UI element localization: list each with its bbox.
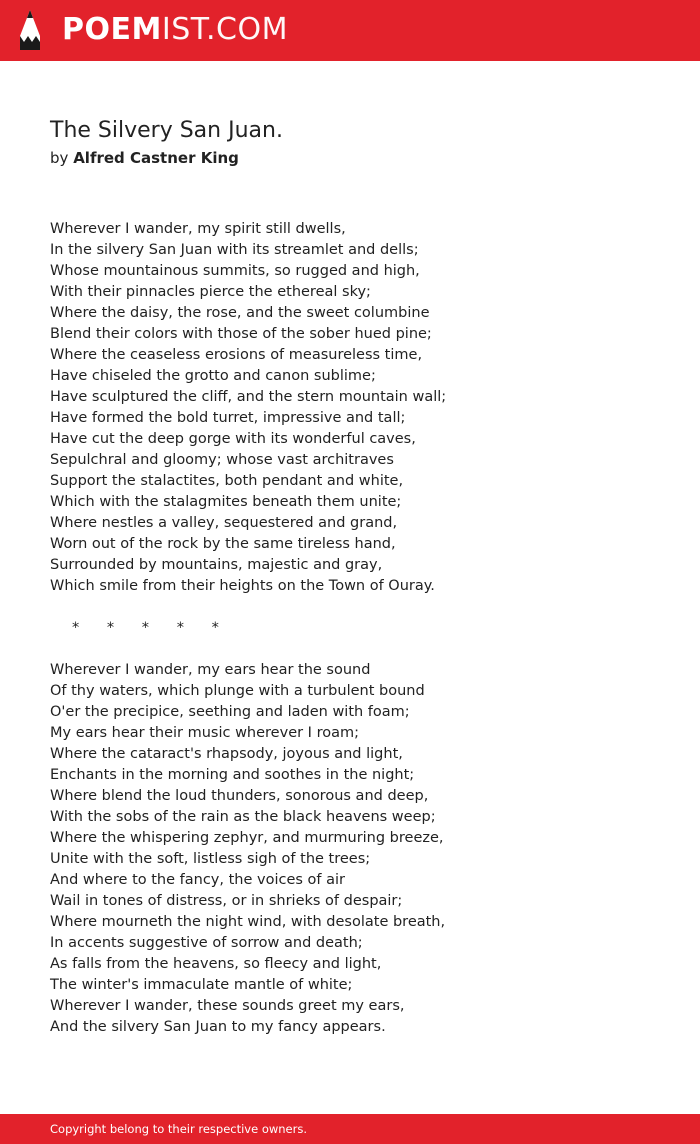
brand-bold: POEM (62, 12, 162, 47)
site-header (0, 0, 700, 61)
stanza-2 (50, 660, 670, 1038)
stanza-1 (50, 219, 670, 597)
poem-line: Wherever I wander, my ears hear the sound (50, 662, 371, 678)
poem-line: Blend their colors with those of the sober hued pine; (50, 326, 432, 342)
pencil-icon[interactable] (18, 10, 42, 52)
poem-line: Support the stalactites, both pendant and white, (50, 473, 404, 489)
poem-line: Where the whispering zephyr, and murmuring breeze, (50, 830, 444, 846)
poem-line: Unite with the soft, listless sigh of the trees; (50, 851, 371, 867)
author-name[interactable]: Alfred Castner King (73, 149, 239, 167)
poem-line: And the silvery San Juan to my fancy appears. (50, 1019, 386, 1035)
poem-line: Where the cataract's rhapsody, joyous and light, (50, 746, 403, 762)
poem-line: Where the ceaseless erosions of measureless time, (50, 347, 423, 363)
poem-line: Wail in tones of distress, or in shrieks of despair; (50, 893, 403, 909)
poem-line: Have sculptured the cliff, and the stern mountain wall; (50, 389, 447, 405)
poem-line: Where mourneth the night wind, with desolate breath, (50, 914, 446, 930)
poem-line: Sepulchral and gloomy; whose vast architraves (50, 452, 394, 468)
poem-line: O'er the precipice, seething and laden with foam; (50, 704, 410, 720)
poem-line: Wherever I wander, these sounds greet my ears, (50, 998, 405, 1014)
poem-line: Have cut the deep gorge with its wonderful caves, (50, 431, 416, 447)
poem-line: The winter's immaculate mantle of white; (50, 977, 353, 993)
poem-line: Where the daisy, the rose, and the sweet columbine (50, 305, 430, 321)
poem-title: The Silvery San Juan. (50, 118, 283, 143)
poem-line: My ears hear their music wherever I roam; (50, 725, 359, 741)
site-footer (0, 1114, 700, 1144)
by-label: by (50, 149, 69, 167)
poem-line: Where nestles a valley, sequestered and grand, (50, 515, 398, 531)
poem-line: In accents suggestive of sorrow and death; (50, 935, 363, 951)
poem-body (50, 219, 670, 1038)
poem-content (50, 115, 670, 1059)
poem-line: Of thy waters, which plunge with a turbulent bound (50, 683, 425, 699)
site-logo-text[interactable] (62, 12, 288, 48)
poem-line: Which with the stalagmites beneath them unite; (50, 494, 402, 510)
byline (50, 147, 670, 169)
poem-line: And where to the fancy, the voices of air (50, 872, 345, 888)
poem-line: With their pinnacles pierce the ethereal sky; (50, 284, 371, 300)
poem-line: Enchants in the morning and soothes in the night; (50, 767, 415, 783)
poem-line: Whose mountainous summits, so rugged and high, (50, 263, 420, 279)
poem-line: In the silvery San Juan with its streamlet and dells; (50, 242, 419, 258)
poem-line: Which smile from their heights on the Town of Ouray. (50, 578, 435, 594)
poem-line: Worn out of the rock by the same tireless hand, (50, 536, 396, 552)
stanza-separator: * * * * * (72, 620, 219, 636)
poem-line: As falls from the heavens, so fleecy and light, (50, 956, 382, 972)
poem-line: With the sobs of the rain as the black heavens weep; (50, 809, 436, 825)
poem-line: Where blend the loud thunders, sonorous and deep, (50, 788, 429, 804)
copyright-text: Copyright belong to their respective owners. (50, 1122, 308, 1136)
brand-light: IST.COM (161, 12, 288, 47)
poem-line: Have chiseled the grotto and canon sublime; (50, 368, 376, 384)
poem-line: Surrounded by mountains, majestic and gray, (50, 557, 383, 573)
poem-line: Have formed the bold turret, impressive and tall; (50, 410, 406, 426)
poem-line: Wherever I wander, my spirit still dwells, (50, 221, 346, 237)
